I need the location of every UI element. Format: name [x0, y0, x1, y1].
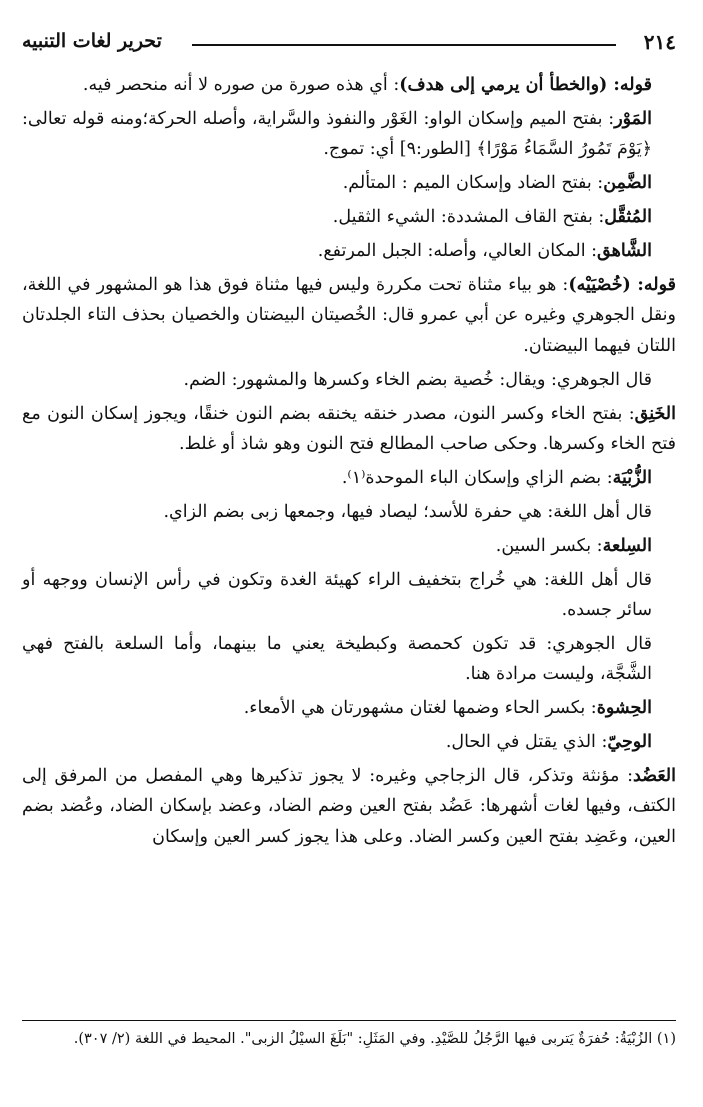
paragraph-text: : هو بياء مثناة تحت مكررة وليس فيها مثناة فوق هذا هو المشهور في اللغة، ونقل الجوهري وغيره عن أبي عمرو قال: الخُصيتان البيضتان والخصيان بحذف التاء الجلدتان اللتان فيهما البيضتان.: [22, 274, 676, 356]
footnote: (١) الزُبْيَةُ: حُفرَةٌ يَتربى فيها الرَّجُلُ للصَّيْدِ. وفي المَثَلِ: "بَلَغَ السيْلُ الزبى". المحيط في اللغة (٢/ ٣٠٧).: [73, 1031, 676, 1047]
paragraph: [22, 104, 676, 165]
page-header: [22, 28, 676, 58]
paragraph-text: قال الجوهري: قد تكون كحمصة وكبطيخة يعني ما بينهما، وأما السلعة بالفتح فهي الشَّجَّة، وليست مرادة هنا.: [22, 633, 652, 685]
paragraph-text: : بكسر الحاء وضمها لغتان مشهورتان هي الأمعاء.: [243, 698, 597, 719]
paragraph-text: : الذي يقتل في الحال.: [445, 732, 608, 753]
paragraph: [22, 168, 676, 198]
paragraph: [22, 531, 676, 561]
paragraph-text: : بفتح الميم وإسكان الواو: الغَوْر والنفوذ والسَّراية، وأصله الحركة؛ومنه قوله تعالى: ﴿يَوْمَ تَمُورُ السَّمَاءُ مَوْرًا﴾ [الطور:٩] أي: تموج.: [22, 108, 652, 160]
paragraph: [22, 399, 676, 460]
defined-term: الزُّبْيَة: [612, 467, 652, 488]
running-title: تحرير لغات التنبيه: [22, 30, 162, 52]
paragraph: [22, 236, 676, 266]
page-number: ٢١٤: [643, 30, 676, 54]
defined-term: العَضُد: [633, 766, 676, 787]
paragraph: [22, 463, 676, 493]
paragraph: [22, 202, 676, 232]
document-body: [22, 70, 676, 856]
paragraph: [22, 565, 676, 626]
paragraph: [22, 727, 676, 757]
defined-term: السِلعة: [602, 535, 652, 556]
paragraph: [22, 270, 676, 361]
paragraph: [22, 70, 676, 100]
header-rule: [192, 44, 616, 46]
footnote-rule: [22, 1020, 676, 1021]
paragraph-text: : بضم الزاي وإسكان الباء الموحدة⁽١⁾.: [341, 467, 613, 488]
paragraph: [22, 365, 676, 395]
defined-term: الحِشوة: [596, 698, 652, 719]
paragraph-text: : بفتح الخاء وكسر النون، مصدر خنقه يخنقه بضم النون خنقًا، ويجوز إسكان النون مع فتح الخاء وكسرها. وحكى صاحب المطالع فتح النون وهو شاذ أو غلط.: [22, 403, 676, 454]
defined-term: الضَّمِن: [603, 173, 652, 194]
defined-term: الوحِيّ: [607, 732, 652, 753]
defined-term: المَوْر: [614, 108, 652, 129]
paragraph-text: : مؤنثة وتذكر، قال الزجاجي وغيره: لا يجوز تذكيرها وهي المفصل من المرفق إلى الكتف، وفيها لغات أشهرها: عَضُد بفتح العين وضم الضاد، وعضد بإسكان الضاد، وعُضد بضم العين، وعَضِد بفتح العين وكسر الضاد. وعلى هذا يجوز كسر العين وإسكان: [22, 766, 676, 847]
paragraph-text: : بكسر السين.: [495, 535, 603, 556]
paragraph-text: قال أهل اللغة: هي حفرة للأسد؛ ليصاد فيها، وجمعها زبى بضم الزاي.: [163, 501, 652, 522]
document-page: [22, 0, 676, 1107]
paragraph: [22, 629, 676, 690]
paragraph-text: : بفتح القاف المشددة: الشيء الثقيل.: [332, 207, 605, 228]
quoted-phrase: قوله: (والخطأ أن يرمي إلى هدف): [399, 75, 652, 95]
paragraph-text: : المكان العالي، وأصله: الجبل المرتفع.: [317, 241, 598, 262]
paragraph-text: : بفتح الضاد وإسكان الميم : المتألم.: [342, 173, 604, 194]
paragraph-text: قال الجوهري: ويقال: خُصية بضم الخاء وكسرها والمشهور: الضم.: [183, 369, 652, 390]
quoted-phrase: قوله: (خُصْيَيْه): [568, 274, 676, 295]
paragraph-text: قال أهل اللغة: هي خُراج بتخفيف الراء كهيئة الغدة وتكون في رأس الإنسان ووجهه أو سائر جسده.: [22, 569, 652, 620]
paragraph-text: : أي هذه صورة من صوره لا أنه منحصر فيه.: [82, 75, 400, 95]
defined-term: الخَنِق: [634, 403, 676, 424]
defined-term: الشَّاهق: [597, 241, 652, 262]
defined-term: المُثقَّل: [604, 207, 652, 228]
paragraph: [22, 497, 676, 527]
paragraph: [22, 693, 676, 723]
paragraph: [22, 761, 676, 852]
